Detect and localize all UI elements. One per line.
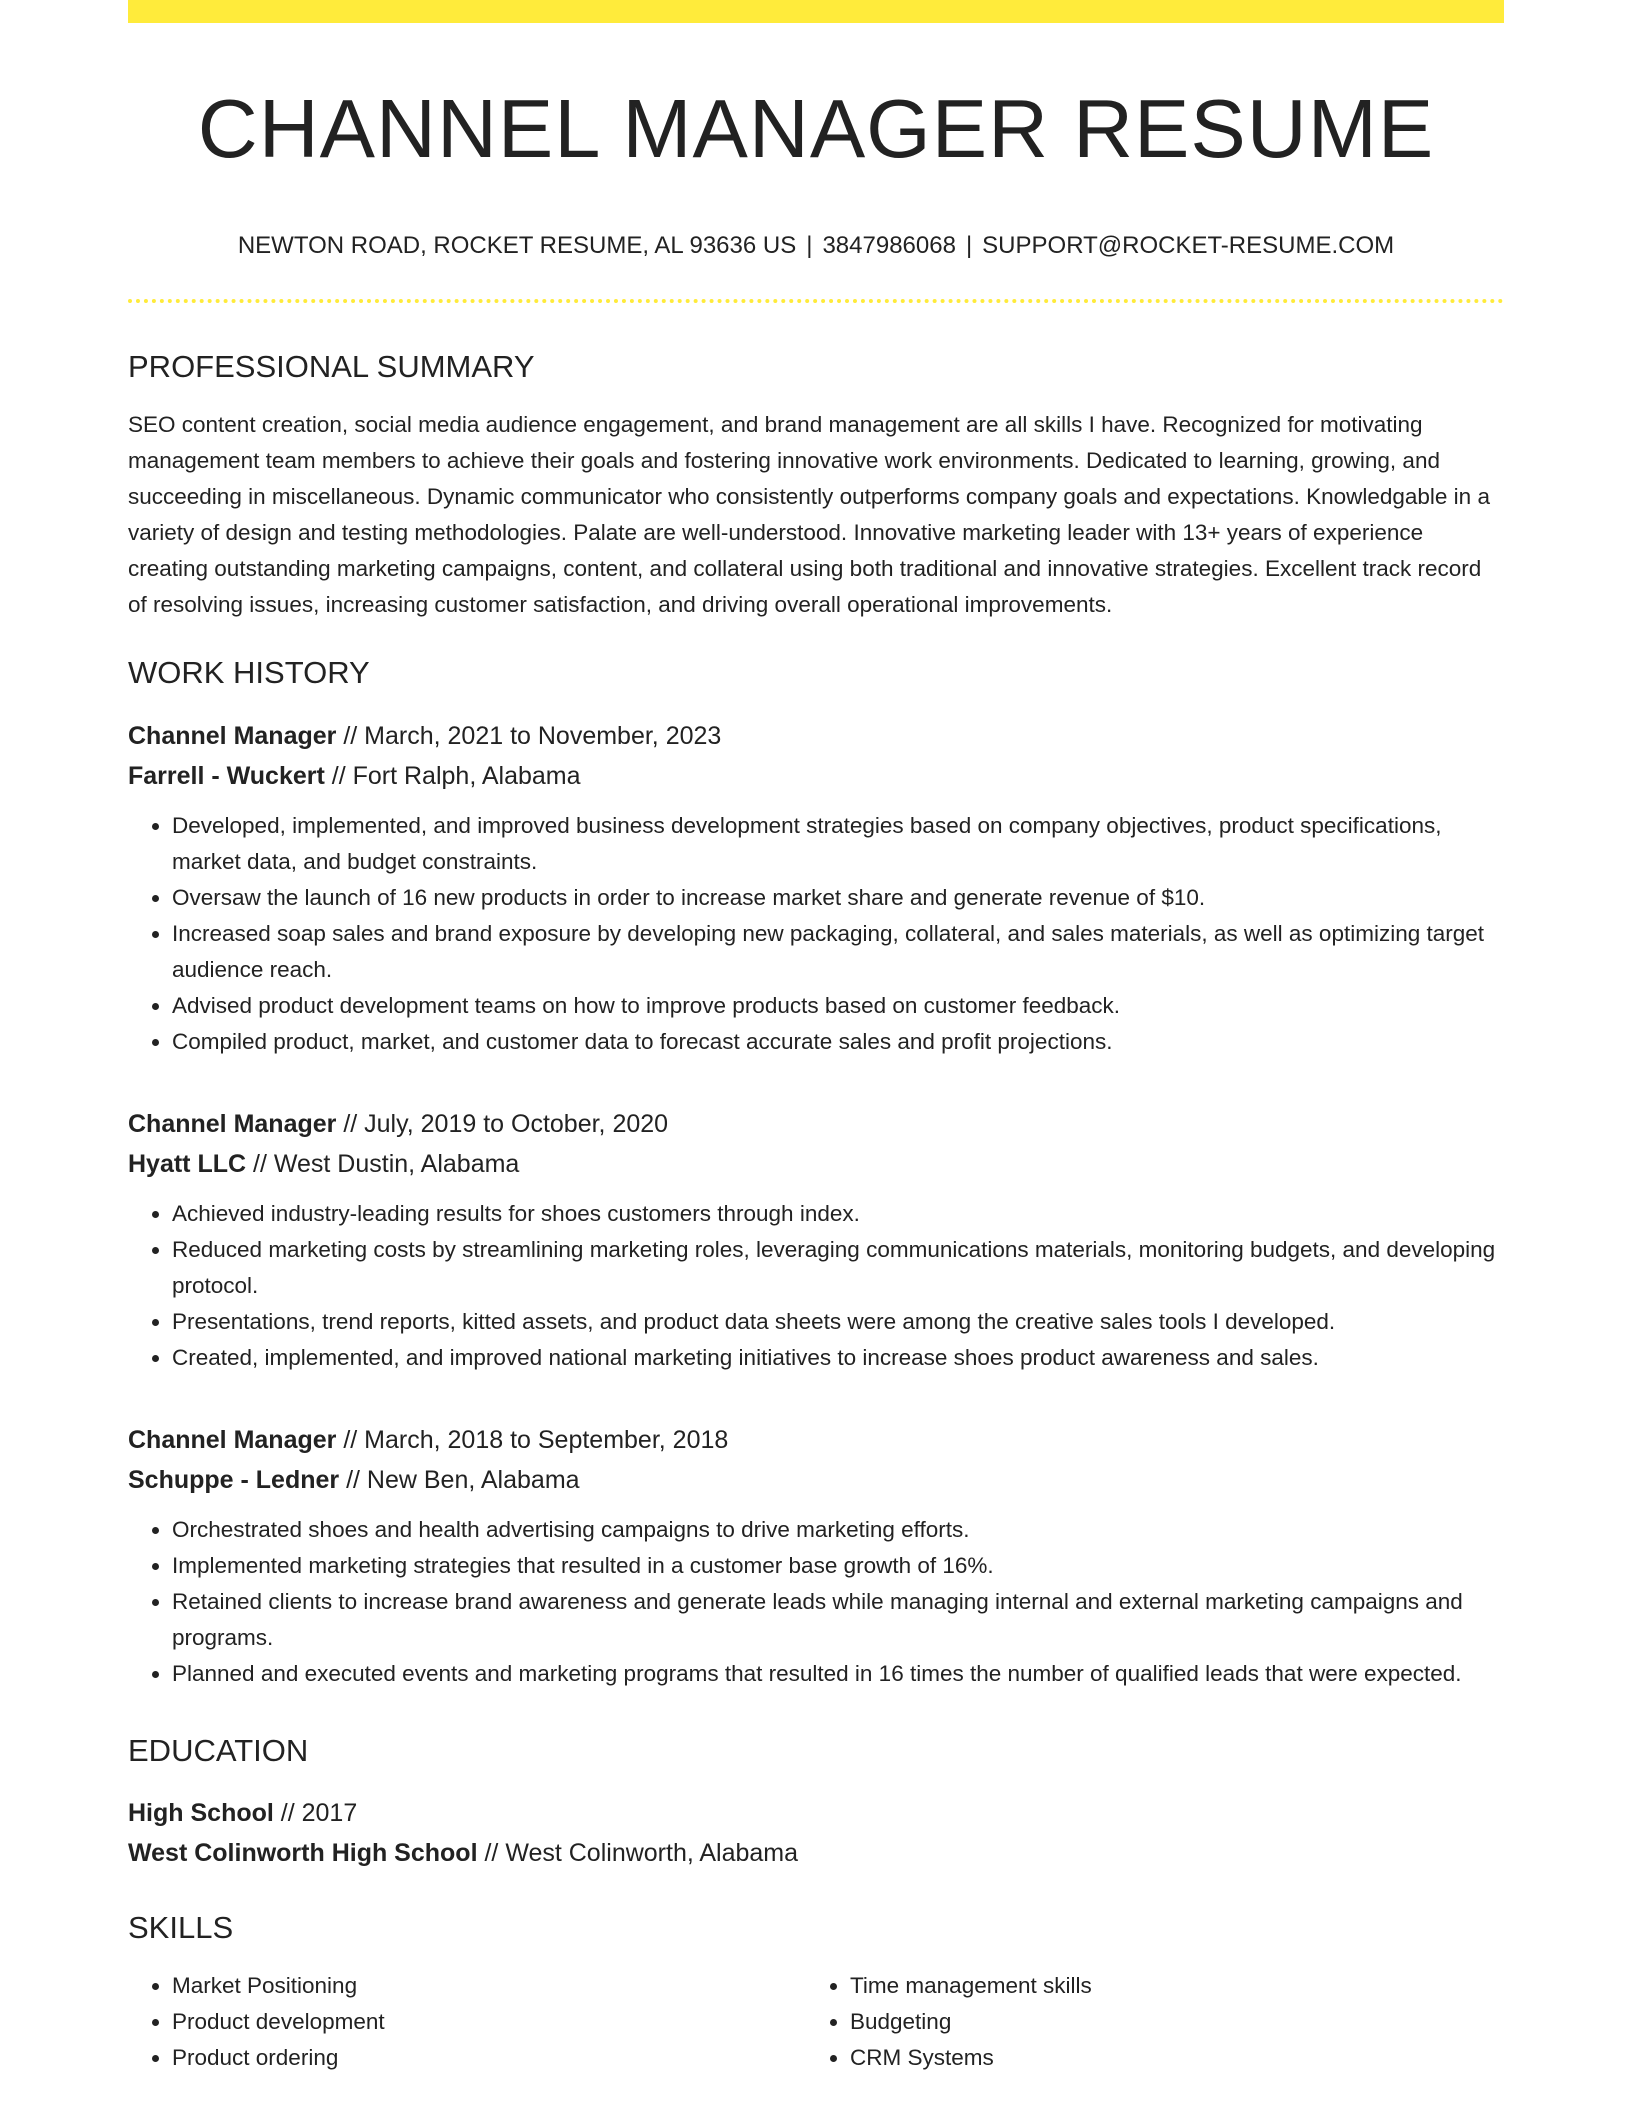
summary-heading: PROFESSIONAL SUMMARY — [128, 349, 535, 385]
job-location: // New Ben, Alabama — [339, 1465, 580, 1494]
education-year: // 2017 — [273, 1798, 358, 1827]
skill-item: • Time management skills — [850, 1968, 1484, 2004]
skills-column-left — [128, 1968, 806, 2076]
job-location: // Fort Ralph, Alabama — [324, 761, 581, 790]
education-location: // West Colinworth, Alabama — [477, 1838, 799, 1867]
job-company-line — [128, 1144, 1504, 1184]
work-history-heading: WORK HISTORY — [128, 655, 370, 691]
duty-item: • Created, implemented, and improved national marketing initiatives to increase shoes product awareness and sales. — [172, 1340, 1504, 1376]
resume-page — [128, 0, 1504, 2076]
skill-item: • Product ordering — [172, 2040, 806, 2076]
job-duties — [128, 1512, 1504, 1692]
skills-list — [128, 1968, 1504, 2076]
skills-heading: SKILLS — [128, 1909, 234, 1945]
duty-item: • Retained clients to increase brand awareness and generate leads while managing internal and external marketing campaigns and programs. — [172, 1584, 1504, 1656]
education-school-line — [128, 1833, 1504, 1873]
education-degree: High School — [128, 1798, 274, 1827]
contact-separator: | — [806, 232, 813, 260]
contact-email: SUPPORT@ROCKET-RESUME.COM — [982, 232, 1395, 260]
job-duties — [128, 1196, 1504, 1376]
job-role: Channel Manager — [128, 721, 337, 750]
education-heading: EDUCATION — [128, 1732, 309, 1768]
duty-item: • Achieved industry-leading results for shoes customers through index. — [172, 1196, 1504, 1232]
summary-text: SEO content creation, social media audience engagement, and brand management are all skills I have. Recognized for motivating management team members to achieve their goals and fostering innovative work environments. Dedicated to learning, growing, and succeeding in miscellaneous. Dynamic communicator who consistently outperforms company goals and expectations. Knowledgable in a variety of design and testing methodologies. Palate are well-understood. Innovative marketing leader with 13+ years of experience creating outstanding marketing campaigns, content, and collateral using both traditional and innovative strategies. Excellent track record of resolving issues, increasing customer satisfaction, and driving overall operational improvements. — [128, 412, 1490, 618]
dotted-divider — [128, 299, 1504, 303]
skill-item: • Market Positioning — [172, 1968, 806, 2004]
job-role-line — [128, 1420, 1504, 1460]
education-school: West Colinworth High School — [128, 1838, 478, 1867]
duty-item: • Implemented marketing strategies that resulted in a customer base growth of 16%. — [172, 1548, 1504, 1584]
job-company: Hyatt LLC — [128, 1149, 247, 1178]
job-dates: // July, 2019 to October, 2020 — [336, 1109, 669, 1138]
duty-item: • Reduced marketing costs by streamlining marketing roles, leveraging communications materials, monitoring budgets, and developing protocol. — [172, 1232, 1504, 1304]
duty-item: • Orchestrated shoes and health advertising campaigns to drive marketing efforts. — [172, 1512, 1504, 1548]
job-role-line — [128, 716, 1504, 756]
job-entry — [128, 716, 1504, 1060]
contact-line — [128, 232, 1504, 261]
skill-item: • Product development — [172, 2004, 806, 2040]
duty-item: • Presentations, trend reports, kitted assets, and product data sheets were among the creative sales tools I developed. — [172, 1304, 1504, 1340]
job-location: // West Dustin, Alabama — [246, 1149, 520, 1178]
job-role: Channel Manager — [128, 1109, 337, 1138]
duty-item: • Oversaw the launch of 16 new products in order to increase market share and generate revenue of $10. — [172, 880, 1504, 916]
duty-item: • Advised product development teams on how to improve products based on customer feedback. — [172, 988, 1504, 1024]
duty-item: • Compiled product, market, and customer data to forecast accurate sales and profit projections. — [172, 1024, 1504, 1060]
job-role: Channel Manager — [128, 1425, 337, 1454]
resume-title: CHANNEL MANAGER RESUME — [197, 82, 1435, 175]
contact-separator: | — [965, 232, 973, 260]
duty-item: • Planned and executed events and marketing programs that resulted in 16 times the number of qualified leads that were expected. — [172, 1656, 1504, 1692]
job-company: Farrell - Wuckert — [128, 761, 325, 790]
contact-address: NEWTON ROAD, ROCKET RESUME, AL 93636 US — [237, 232, 797, 260]
skills-column-right — [806, 1968, 1484, 2076]
skill-item: • Budgeting — [850, 2004, 1484, 2040]
job-role-line — [128, 1104, 1504, 1144]
job-dates: // March, 2021 to November, 2023 — [336, 721, 722, 750]
duty-item: • Increased soap sales and brand exposure by developing new packaging, collateral, and sales materials, as well as optimizing target audience reach. — [172, 916, 1504, 988]
education-entry — [128, 1793, 1504, 1873]
duty-item: • Developed, implemented, and improved business development strategies based on company objectives, product specifications, market data, and budget constraints. — [172, 808, 1504, 880]
job-company: Schuppe - Ledner — [128, 1465, 340, 1494]
job-company-line — [128, 756, 1504, 796]
job-duties — [128, 808, 1504, 1060]
job-entry — [128, 1420, 1504, 1692]
top-accent-bar — [128, 0, 1504, 23]
contact-phone: 3847986068 — [822, 232, 956, 260]
skill-item: • CRM Systems — [850, 2040, 1484, 2076]
job-entry — [128, 1104, 1504, 1376]
job-company-line — [128, 1460, 1504, 1500]
education-degree-line — [128, 1793, 1504, 1833]
job-dates: // March, 2018 to September, 2018 — [336, 1425, 729, 1454]
